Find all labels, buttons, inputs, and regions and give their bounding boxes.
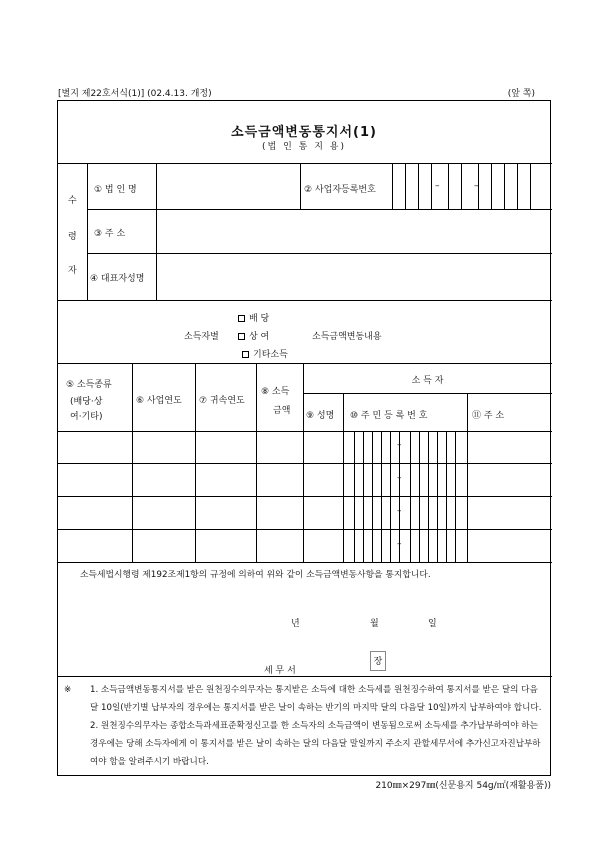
- bonus-label: 상 여: [249, 332, 270, 342]
- address-field[interactable]: [158, 211, 548, 251]
- col-address: ⑪ 주 소: [472, 411, 505, 421]
- rep-name-label: ④ 대표자성명: [90, 274, 145, 284]
- date-day: 일: [428, 619, 437, 629]
- row4-dash: –: [397, 539, 402, 549]
- recipient-label-2: 령: [68, 232, 77, 242]
- col-income-type-sub2: 여·기타): [70, 412, 103, 422]
- form-frame: [57, 100, 551, 776]
- chief-seal: 장: [370, 651, 386, 671]
- address-label: ③ 주 소: [94, 229, 126, 239]
- col-amount-2: 금액: [273, 406, 291, 416]
- col-attrib-year: ⑦ 귀속연도: [199, 396, 245, 406]
- bonus-checkbox[interactable]: [238, 333, 245, 340]
- notice-statement: 소득세법시행령 제192조제1항의 규정에 의하여 위와 같이 소득금액변동사항을 통지합니다.: [80, 570, 431, 580]
- col-income-type: ⑤ 소득종류: [66, 380, 112, 390]
- change-content-label: 소득금액변동내용: [312, 332, 382, 342]
- col-earner: 소 득 자: [411, 376, 444, 386]
- col-name: ⑨ 성명: [306, 411, 335, 421]
- form-title: 소득금액변동통지서(1): [231, 125, 377, 140]
- rep-name-field[interactable]: [158, 255, 548, 298]
- dividend-label: 배 당: [249, 314, 270, 324]
- col-biz-year: ⑥ 사업연도: [136, 396, 182, 406]
- row1-dash: –: [397, 440, 402, 450]
- tax-office-label: 세 무 서: [264, 666, 296, 676]
- form-number: [별지 제22호서식(1)] (02.4.13. 개정): [58, 89, 212, 99]
- date-year: 년: [291, 619, 300, 629]
- paper-spec: 210㎜×297㎜(신문용지 54g/㎡(재활용품)): [375, 781, 551, 791]
- row2-dash: –: [397, 473, 402, 483]
- corp-name-label: ① 법 인 명: [94, 185, 137, 195]
- col-income-type-sub1: (배당·상: [70, 397, 103, 407]
- recipient-label-1: 수: [68, 196, 77, 206]
- recipient-label-3: 자: [68, 266, 77, 276]
- biz-reg-dash-2: –: [474, 181, 479, 191]
- note-mark: ※: [64, 685, 72, 695]
- note-1: [64, 681, 546, 717]
- biz-reg-label: ② 사업자등록번호: [304, 185, 376, 195]
- row3-dash: –: [397, 506, 402, 516]
- option-dividend[interactable]: [238, 311, 269, 324]
- col-resident-no: ⑩ 주 민 등 록 번 호: [350, 411, 428, 421]
- note-2: [64, 717, 546, 771]
- page-side-label: (앞 쪽): [507, 89, 535, 99]
- dividend-checkbox[interactable]: [238, 315, 245, 322]
- date-month: 월: [370, 619, 379, 629]
- col-amount-1: ⑧ 소득: [261, 387, 290, 397]
- corp-name-field[interactable]: [158, 165, 298, 207]
- form-subtitle: (법 인 통 지 용): [262, 142, 346, 152]
- note-1-text: 1. 소득금액변동통지서를 받은 원천징수의무자는 통지받은 소득에 대한 소득세를 원천징수하여 통지서를 받은 달의 다음달 10일(반기별 납부자의 경우에는 통지서를 받은 날이 속하는 반기의 마지막 달의 다음달 10일)까지 납부하여야 합니다.: [90, 685, 542, 713]
- option-bonus[interactable]: [238, 329, 269, 342]
- notes-section: [64, 681, 546, 771]
- other-checkbox[interactable]: [242, 351, 249, 358]
- by-type-label: 소득자별: [184, 332, 219, 342]
- note-2-text: 2. 원천징수의무자는 종합소득과세표준확정신고를 한 소득자의 소득금액이 변동됨으로써 소득세를 추가납부하여야 하는 경우에는 당해 소득자에게 이 통지서를 받은 날이 속하는 달의 다음달 말일까지 주소지 관할세무서에 추가신고자진납부하여야 함을 알려주시기 바랍니다.: [90, 721, 541, 767]
- option-other[interactable]: [242, 347, 288, 360]
- other-label: 기타소득: [253, 350, 288, 360]
- biz-reg-dash-1: –: [435, 181, 440, 191]
